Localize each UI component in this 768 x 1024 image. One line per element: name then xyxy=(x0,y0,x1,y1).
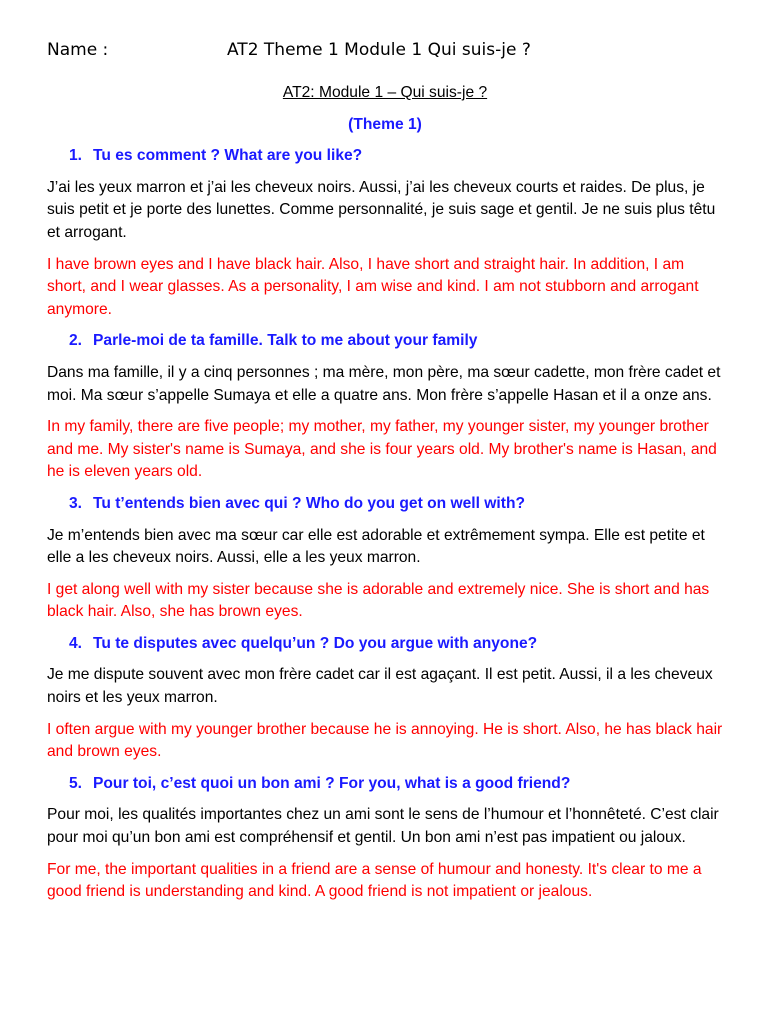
question-number: 3. xyxy=(69,494,83,512)
document-title: AT2 Theme 1 Module 1 Qui suis-je ? xyxy=(227,40,531,60)
question-heading xyxy=(47,330,723,353)
english-translation: I have brown eyes and I have black hair. Also, I have short and straight hair. In addition, I am short, and I wear glasses. As a personality, I am wise and kind. I am not stubborn and arrogant anymore. xyxy=(47,255,699,318)
english-translation: For me, the important qualities in a friend are a sense of humour and honesty. It's clear to me a good friend is understanding and kind. A good friend is not impatient or jealous. xyxy=(47,860,702,901)
question-text: Parle-moi de ta famille. Talk to me about your family xyxy=(93,332,478,350)
question-heading xyxy=(47,633,723,656)
document-body xyxy=(47,82,723,913)
question-number: 2. xyxy=(69,332,83,350)
question-heading xyxy=(47,773,723,796)
section-5 xyxy=(47,773,723,904)
question-number: 4. xyxy=(69,634,83,652)
question-text: Tu te disputes avec quelqu’un ? Do you argue with anyone? xyxy=(93,634,538,652)
section-3 xyxy=(47,493,723,624)
question-text: Tu es comment ? What are you like? xyxy=(93,147,363,165)
name-label: Name : xyxy=(47,40,109,60)
french-answer: Dans ma famille, il y a cinq personnes ; ma mère, mon père, ma sœur cadette, mon frère cadet et moi. Ma sœur s’appelle Sumaya et elle a quatre ans. Mon frère s’appelle Hasan et il a onze ans. xyxy=(47,363,721,404)
french-answer: Je me dispute souvent avec mon frère cadet car il est agaçant. Il est petit. Aussi, il a les cheveux noirs et les yeux marron. xyxy=(47,666,713,707)
theme-label: (Theme 1) xyxy=(348,115,422,133)
document-header xyxy=(47,40,727,64)
section-2 xyxy=(47,330,723,484)
question-text: Pour toi, c’est quoi un bon ami ? For you, what is a good friend? xyxy=(93,774,571,792)
english-translation: In my family, there are five people; my mother, my father, my younger sister, my younger brother and me. My sister's name is Sumaya, and she is four years old. My brother's name is Hasan, and he is eleven years old. xyxy=(47,418,717,481)
french-answer: Pour moi, les qualités importantes chez un ami sont le sens de l’humour et l’honnêteté. C’est clair pour moi qu’un bon ami est compréhensif et gentil. Un bon ami n’est pas impatient ou jaloux. xyxy=(47,806,719,847)
question-heading xyxy=(47,493,723,516)
english-translation: I get along well with my sister because she is adorable and extremely nice. She is short and has black hair. Also, she has brown eyes. xyxy=(47,580,710,621)
question-number: 5. xyxy=(69,774,83,792)
french-answer: J’ai les yeux marron et j’ai les cheveux noirs. Aussi, j’ai les cheveux courts et raides. De plus, je suis petit et je porte des lunettes. Comme personnalité, je suis sage et gentil. Je ne suis plus têtu et arrogant. xyxy=(47,178,716,241)
question-number: 1. xyxy=(69,147,83,165)
french-answer: Je m’entends bien avec ma sœur car elle est adorable et extrêmement sympa. Elle est petite et elle a les cheveux noirs. Aussi, elle a les yeux marron. xyxy=(47,526,705,567)
question-heading xyxy=(47,145,723,168)
english-translation: I often argue with my younger brother because he is annoying. He is short. Also, he has black hair and brown eyes. xyxy=(47,720,723,761)
section-4 xyxy=(47,633,723,764)
document-subtitle: AT2: Module 1 – Qui suis-je ? xyxy=(282,84,488,101)
question-text: Tu t’entends bien avec qui ? Who do you get on well with? xyxy=(93,494,526,512)
section-1 xyxy=(47,145,723,321)
